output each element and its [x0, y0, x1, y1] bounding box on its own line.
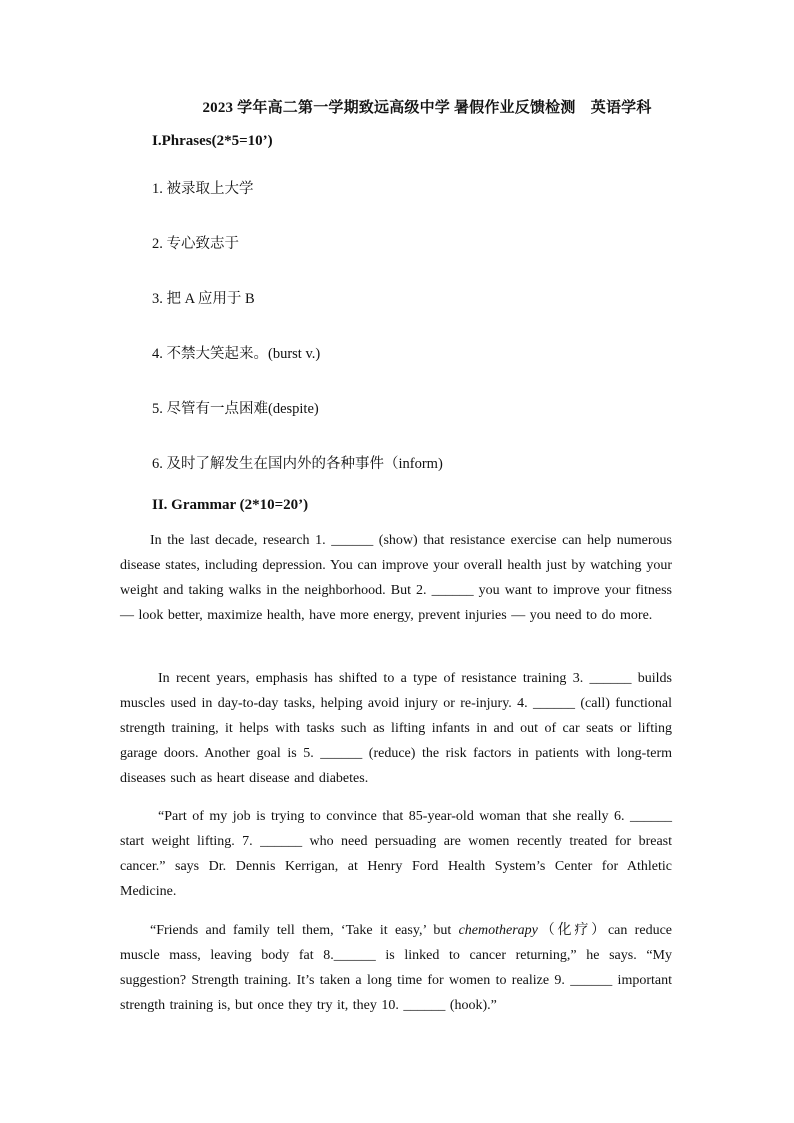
phrase-item-3: 3. 把 A 应用于 B [152, 291, 255, 307]
italic-term: chemotherapy [458, 923, 538, 938]
grammar-paragraph-2 [120, 666, 672, 791]
phrase-item-2: 2. 专心致志于 [152, 236, 239, 252]
paragraph-text-before: “Friends and family tell them, ‘Take it easy,’ but [150, 923, 459, 938]
paragraph-text: “Part of my job is trying to convince that 85-year-old woman that she really 6. ______ start weight lifting. 7. ______ who need persuading are women recently treated for breast cancer.” says Dr. Dennis Kerrigan, at Henry Ford Health System’s Center for Athletic Medicine. [120, 809, 672, 899]
grammar-heading: II. Grammar (2*10=20’) [152, 497, 309, 513]
phrase-item-5: 5. 尽管有一点困难(despite) [152, 401, 319, 417]
paragraph-text-after: （化疗）can reduce muscle mass, leaving body fat 8.______ is linked to cancer returning,” he says. “My suggestion? Strength training. It’s taken a long time for women to realize 9. ______ important strength training is, but once they try it, they 10. ______ (hook).” [120, 923, 672, 1013]
paragraph-text: In recent years, emphasis has shifted to a type of resistance training 3. ______ builds muscles used in day-to-day tasks, helping avoid injury or re-injury. 4. ______ (call) functional strength training, it helps with tasks such as lifting infants in and out of car seats or lifting garage doors. Another goal is 5. ______ (reduce) the risk factors in patients with long-term diseases such as heart disease and diabetes. [120, 671, 672, 786]
paragraph-text: In the last decade, research 1. ______ (show) that resistance exercise can help numerous disease states, including depression. You can improve your overall health just by watching your weight and taking walks in the neighborhood. But 2. ______ you want to improve your fitness — look better, maximize health, have more energy, prevent injuries — you need to do more. [120, 533, 672, 623]
paragraph-text [120, 918, 672, 1018]
grammar-paragraph-4 [120, 918, 672, 1018]
phrase-item-6: 6. 及时了解发生在国内外的各种事件（inform) [152, 456, 443, 472]
grammar-paragraph-1 [120, 528, 672, 628]
grammar-paragraph-3 [120, 804, 672, 904]
phrase-item-1: 1. 被录取上大学 [152, 181, 254, 197]
phrases-heading: I.Phrases(2*5=10’) [152, 133, 273, 149]
phrase-item-4: 4. 不禁大笑起来。(burst v.) [152, 346, 321, 362]
document-title: 2023 学年高二第一学期致远高级中学 暑假作业反馈检测 英语学科 [202, 100, 652, 116]
